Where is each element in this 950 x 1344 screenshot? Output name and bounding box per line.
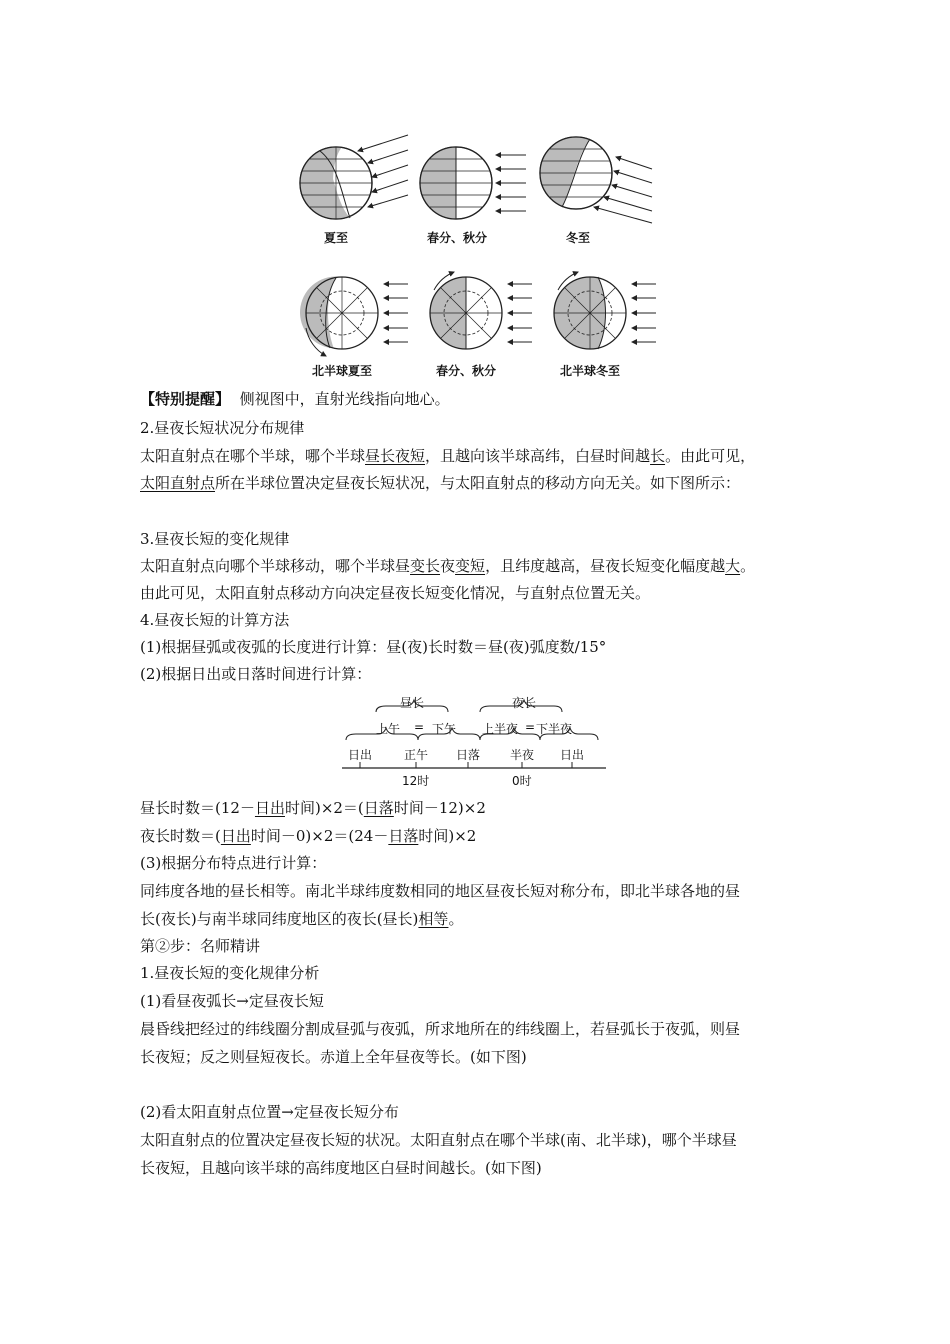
tick-noon: 正午 — [404, 748, 429, 762]
tick-sunrise-1: 日出 — [348, 748, 373, 762]
label-midnight-time: 0时 — [512, 774, 532, 788]
sec4-method1: (1)根据昼弧或夜弧的长度进行计算：昼(夜)长时数＝昼(夜)弧度数/15° — [140, 638, 607, 656]
formula-day-length: 昼长时数＝(12－日出时间)×2＝(日落时间－12)×2 — [140, 799, 486, 817]
caption-winter: 冬至 — [565, 231, 590, 245]
sec3-line2: 由此可见，太阳直射点移动方向决定昼夜长短变化情况，与直射点位置无关。 — [140, 584, 651, 602]
sec4-heading: 4.昼夜长短的计算方法 — [140, 611, 290, 629]
label-noon-time: 12时 — [402, 774, 430, 788]
sec2-heading: 2.昼夜长短状况分布规律 — [140, 419, 305, 437]
step2-sub1: 1.昼夜长短的变化规律分析 — [140, 964, 320, 982]
day-night-timeline-diagram — [340, 690, 610, 790]
tick-sunset: 日落 — [456, 748, 481, 762]
sec3-line1: 太阳直射点向哪个半球移动，哪个半球昼变长夜变短，且纬度越高，昼夜长短变化幅度越大。 — [140, 557, 756, 575]
polar-globe-winter — [554, 272, 656, 349]
method3: (3)根据分布特点进行计算： — [140, 854, 327, 872]
label-pm: 下午 — [432, 722, 457, 736]
label-night-length: 夜长 — [512, 696, 537, 710]
globe-winter — [540, 137, 652, 223]
caption-nh-summer: 北半球夏至 — [311, 364, 372, 378]
polar-globe-summer — [300, 276, 408, 356]
label-after-midnight: 下半夜 — [536, 722, 573, 736]
sec3-heading: 3.昼夜长短的变化规律 — [140, 530, 290, 548]
side-view-globes-figure — [290, 125, 670, 225]
caption-equinox-bottom: 春分、秋分 — [435, 364, 496, 378]
polar-view-globes-figure — [296, 268, 666, 358]
label-eq2: = — [525, 720, 536, 734]
polar-globe-equinox — [430, 272, 532, 349]
caption-nh-winter: 北半球冬至 — [559, 364, 620, 378]
caption-equinox-top: 春分、秋分 — [426, 231, 487, 245]
reminder-label: 【特别提醒】 — [140, 390, 231, 408]
label-am: 上午 — [376, 722, 401, 736]
tick-midnight: 半夜 — [510, 748, 535, 762]
method3-line2: 长(夜长)与南半球同纬度地区的夜长(昼长)相等。 — [140, 910, 464, 928]
step2-p2-line2: 长夜短，且越向该半球的高纬度地区白昼时间越长。(如下图) — [140, 1159, 542, 1177]
sec2-line2: 太阳直射点所在半球位置决定昼夜长短状况，与太阳直射点的移动方向无关。如下图所示： — [140, 474, 741, 492]
step2-p1: (1)看昼夜弧长→定昼夜长短 — [140, 992, 324, 1010]
globe-summer — [300, 135, 408, 219]
label-day-length: 昼长 — [400, 696, 425, 710]
globe-equinox — [420, 147, 526, 219]
step2-p1-line2: 长夜短；反之则昼短夜长。赤道上全年昼夜等长。(如下图) — [140, 1048, 527, 1066]
caption-summer: 夏至 — [323, 231, 348, 245]
step2-p1-line1: 晨昏线把经过的纬线圈分割成昼弧与夜弧，所求地所在的纬线圈上，若昼弧长于夜弧，则昼 — [140, 1020, 741, 1038]
sec4-method2: (2)根据日出或日落时间进行计算： — [140, 665, 372, 683]
sec2-line1: 太阳直射点在哪个半球，哪个半球昼长夜短，且越向该半球高纬，白昼时间越长。由此可见， — [140, 447, 756, 465]
label-eq1: = — [414, 720, 425, 734]
label-before-midnight: 上半夜 — [482, 722, 519, 736]
step2-heading: 第②步：名师精讲 — [140, 937, 261, 955]
method3-line1: 同纬度各地的昼长相等。南北半球纬度数相同的地区昼夜长短对称分布，即北半球各地的昼 — [140, 882, 741, 900]
step2-p2: (2)看太阳直射点位置→定昼夜长短分布 — [140, 1103, 399, 1121]
step2-p2-line1: 太阳直射点的位置决定昼夜长短的状况。太阳直射点在哪个半球(南、北半球)，哪个半球昼 — [140, 1131, 737, 1149]
tick-sunrise-2: 日出 — [560, 748, 585, 762]
special-reminder — [140, 389, 450, 409]
formula-night-length: 夜长时数＝(日出时间－0)×2＝(24－日落时间)×2 — [140, 827, 477, 845]
reminder-text: 侧视图中，直射光线指向地心。 — [239, 390, 450, 408]
